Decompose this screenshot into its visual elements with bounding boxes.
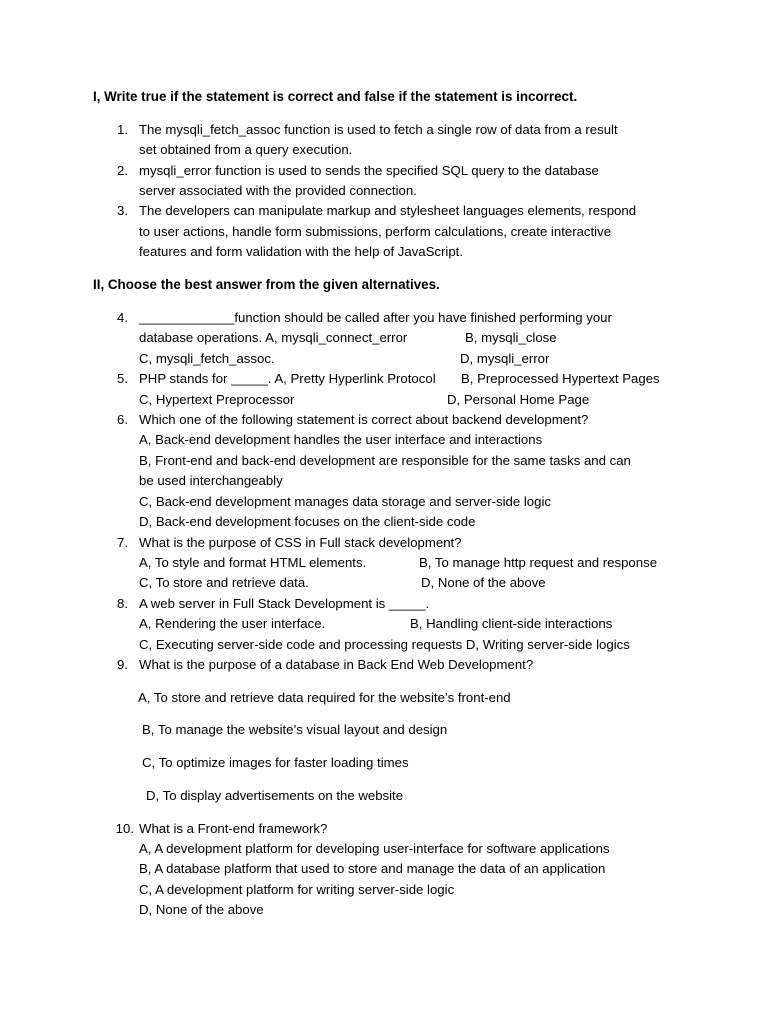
item-3-line-1: The developers can manipulate markup and stylesheet languages elements, respond (139, 203, 637, 218)
q7-line-2b: B, To manage http request and response (419, 555, 658, 570)
q5-number: 5. (117, 371, 128, 386)
q4-line-2a: database operations. A, mysqli_connect_error (139, 330, 408, 345)
q8-line-2a: A, Rendering the user interface. (139, 616, 326, 631)
item-1-line-2: set obtained from a query execution. (139, 142, 353, 157)
q5-line-2b: D, Personal Home Page (447, 392, 590, 407)
q10-line-1: What is a Front-end framework? (139, 821, 328, 836)
q6-line-3: B, Front-end and back-end development are responsible for the same tasks and can (139, 453, 631, 468)
q6-line-6: D, Back-end development focuses on the client-side code (139, 514, 476, 529)
section-2-heading: II, Choose the best answer from the given alternatives. (93, 277, 440, 292)
q8-line-1: A web server in Full Stack Development is _____. (139, 596, 430, 611)
section-1-heading: I, Write true if the statement is correct and false if the statement is incorrect. (93, 89, 578, 104)
item-3-line-2: to user actions, handle form submissions, perform calculations, create interactive (139, 224, 612, 239)
q4-line-3b: D, mysqli_error (460, 351, 550, 366)
item-2-line-1: mysqli_error function is used to sends the specified SQL query to the database (139, 163, 599, 178)
item-3-line-3: features and form validation with the help of JavaScript. (139, 244, 464, 259)
q6-number: 6. (117, 412, 128, 427)
q4-line-1: _____________function should be called after you have finished performing your (139, 310, 612, 325)
q6-line-5: C, Back-end development manages data storage and server-side logic (139, 494, 551, 509)
q7-number: 7. (117, 535, 128, 550)
q9-option-b: B, To manage the website’s visual layout and design (142, 722, 448, 737)
q10-number: 10. (115, 821, 134, 836)
item-3-number: 3. (117, 203, 128, 218)
q7-line-3a: C, To store and retrieve data. (139, 575, 309, 590)
q6-line-1: Which one of the following statement is correct about backend development? (139, 412, 589, 427)
q8-number: 8. (117, 596, 128, 611)
q6-line-2: A, Back-end development handles the user interface and interactions (139, 432, 543, 447)
item-2-line-2: server associated with the provided connection. (139, 183, 417, 198)
q5-line-1b: B, Preprocessed Hypertext Pages (461, 371, 660, 386)
q9-option-d: D, To display advertisements on the website (146, 788, 404, 803)
q9-option-c: C, To optimize images for faster loading times (142, 755, 409, 770)
item-1-line-1: The mysqli_fetch_assoc function is used to fetch a single row of data from a result (139, 122, 618, 137)
item-2-number: 2. (117, 163, 128, 178)
q9-number: 9. (117, 657, 128, 672)
q7-line-3b: D, None of the above (421, 575, 546, 590)
q10-line-4: C, A development platform for writing server-side logic (139, 882, 455, 897)
q4-line-3a: C, mysqli_fetch_assoc. (139, 351, 275, 366)
q5-line-2a: C, Hypertext Preprocessor (139, 392, 295, 407)
q4-line-2b: B, mysqli_close (465, 330, 557, 345)
q7-line-2a: A, To style and format HTML elements. (139, 555, 367, 570)
q5-line-1a: PHP stands for _____. A, Pretty Hyperlink Protocol (139, 371, 436, 386)
q8-line-2b: B, Handling client-side interactions (410, 616, 613, 631)
item-1-number: 1. (117, 122, 128, 137)
q4-number: 4. (117, 310, 128, 325)
q10-line-3: B, A database platform that used to store and manage the data of an application (139, 861, 606, 876)
q9-option-a: A, To store and retrieve data required for the website’s front-end (138, 690, 511, 705)
q9-line-1: What is the purpose of a database in Back End Web Development? (139, 657, 534, 672)
q6-line-4: be used interchangeably (139, 473, 283, 488)
q7-line-1: What is the purpose of CSS in Full stack development? (139, 535, 462, 550)
q10-line-5: D, None of the above (139, 902, 264, 917)
q10-line-2: A, A development platform for developing user-interface for software applications (139, 841, 610, 856)
q8-line-3: C, Executing server-side code and processing requests D, Writing server-side logics (139, 637, 630, 652)
